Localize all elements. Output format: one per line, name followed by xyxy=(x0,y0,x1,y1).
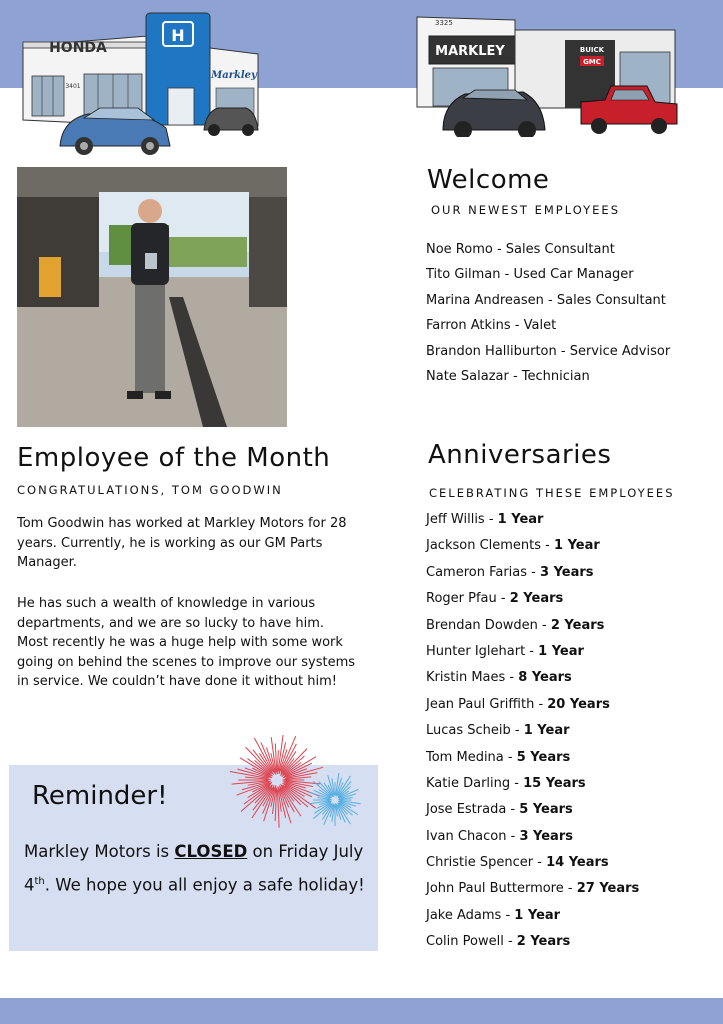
anniversary-years: 1 Year xyxy=(554,538,600,554)
anniversary-years: 2 Years xyxy=(550,617,605,633)
reminder-heading: Reminder! xyxy=(32,781,168,811)
fireworks-decoration xyxy=(222,728,367,838)
anniversary-name: Colin Powell - xyxy=(426,934,517,950)
anniversary-name: John Paul Buttermore - xyxy=(426,881,577,897)
anniversary-name: Katie Darling - xyxy=(426,775,524,791)
anniversary-years: 5 Years xyxy=(519,802,573,818)
anniversary-years: 20 Years xyxy=(547,696,610,712)
welcome-subheading: OUR NEWEST EMPLOYEES xyxy=(431,203,621,217)
markley-buick-label: MARKLEY xyxy=(435,44,505,59)
list-item xyxy=(426,748,639,774)
anniversary-years: 2 Years xyxy=(516,934,571,950)
list-item: Farron Atkins - Valet xyxy=(426,318,557,334)
employee-photo xyxy=(17,167,287,427)
anniversary-years: 1 Year xyxy=(514,907,561,923)
anniversaries-subheading: CELEBRATING THESE EMPLOYEES xyxy=(429,486,675,500)
reminder-text-end: . We hope you all enjoy a safe holiday! xyxy=(44,875,365,895)
anniversary-years: 5 Years xyxy=(516,749,571,765)
list-item xyxy=(426,827,639,853)
list-item xyxy=(426,721,639,747)
honda-brand-label: HONDA xyxy=(49,40,107,56)
markley-honda-label: Markley xyxy=(211,70,257,81)
list-item: Brandon Halliburton - Service Advisor xyxy=(426,343,671,359)
list-item xyxy=(426,774,639,800)
list-item xyxy=(426,853,639,879)
anniversary-years: 15 Years xyxy=(523,775,586,791)
anniversary-name: Roger Pfau - xyxy=(426,591,510,607)
anniversary-years: 27 Years xyxy=(576,881,640,897)
anniversary-name: Christie Spencer - xyxy=(426,855,547,871)
anniversary-name: Jake Adams - xyxy=(426,907,515,923)
honda-dealership-illustration xyxy=(18,8,263,158)
buick-address-label: 3325 xyxy=(435,19,453,27)
anniversary-years: 8 Years xyxy=(518,670,572,686)
anniversary-name: Jose Estrada - xyxy=(426,802,520,818)
anniversary-years: 1 Year xyxy=(497,512,544,527)
employee-of-month-paragraph-2: He has such a wealth of knowledge in various departments, and we are so lucky to have him. Most recently he was a huge help with some work going on behind the scenes to improve our systems in service. We couldn’t have done it without him! xyxy=(17,596,356,689)
anniversary-years: 2 Years xyxy=(509,591,564,607)
anniversary-name: Lucas Scheib - xyxy=(426,723,524,739)
anniversary-years: 3 Years xyxy=(540,564,594,580)
list-item: Tito Gilman - Used Car Manager xyxy=(426,267,634,283)
red-firework xyxy=(230,735,323,828)
list-item: Nate Salazar - Technician xyxy=(426,368,590,384)
buick-brand-label: BUICK xyxy=(579,46,605,54)
blue-firework xyxy=(309,773,361,826)
closed-emphasis: CLOSED xyxy=(174,842,248,861)
anniversary-years: 1 Year xyxy=(523,723,570,739)
anniversary-name: Cameron Farias - xyxy=(426,564,540,580)
honda-address-label: 3401 xyxy=(65,83,81,90)
new-employees-list xyxy=(426,240,670,392)
list-item xyxy=(426,589,639,615)
reminder-text xyxy=(24,837,369,901)
list-item xyxy=(426,510,639,536)
anniversaries-list xyxy=(426,510,639,959)
list-item xyxy=(426,879,639,905)
svg-text:H: H xyxy=(171,26,185,45)
buick-gmc-dealership-illustration xyxy=(415,12,680,137)
anniversary-name: Jeff Willis - xyxy=(426,512,498,527)
anniversary-years: 1 Year xyxy=(538,643,584,659)
list-item xyxy=(426,668,639,694)
date-suffix: th xyxy=(34,876,45,887)
anniversary-name: Hunter Iglehart - xyxy=(426,643,539,659)
list-item xyxy=(426,932,639,958)
list-item: Marina Andreasen - Sales Consultant xyxy=(426,292,666,308)
list-item xyxy=(426,800,639,826)
anniversary-name: Tom Medina - xyxy=(426,749,517,765)
employee-of-month-subheading: CONGRATULATIONS, TOM GOODWIN xyxy=(17,483,283,497)
list-item xyxy=(426,695,639,721)
anniversary-years: 3 Years xyxy=(519,828,573,844)
anniversary-name: Kristin Maes - xyxy=(426,670,519,686)
employee-of-month-paragraph-1: Tom Goodwin has worked at Markley Motors for 28 years. Currently, he is working as our GM Parts Manager. xyxy=(17,516,347,570)
anniversary-name: Jean Paul Griffith - xyxy=(426,696,548,712)
list-item xyxy=(426,563,639,589)
list-item: Noe Romo - Sales Consultant xyxy=(426,242,615,257)
list-item xyxy=(426,536,639,562)
anniversary-name: Ivan Chacon - xyxy=(426,828,520,844)
anniversary-name: Brendan Dowden - xyxy=(426,617,551,633)
gmc-brand-label: GMC xyxy=(583,58,601,66)
anniversaries-heading: Anniversaries xyxy=(428,440,612,470)
list-item xyxy=(426,642,639,668)
list-item xyxy=(426,906,639,932)
anniversary-years: 14 Years xyxy=(546,855,609,871)
employee-of-month-heading: Employee of the Month xyxy=(17,443,331,473)
list-item xyxy=(426,616,639,642)
reminder-text-start: Markley Motors is xyxy=(24,842,175,861)
welcome-heading: Welcome xyxy=(427,165,550,195)
reminder-text-mid: on Friday July 4 xyxy=(24,842,364,895)
bottom-band xyxy=(0,998,723,1024)
anniversary-name: Jackson Clements - xyxy=(426,538,554,554)
